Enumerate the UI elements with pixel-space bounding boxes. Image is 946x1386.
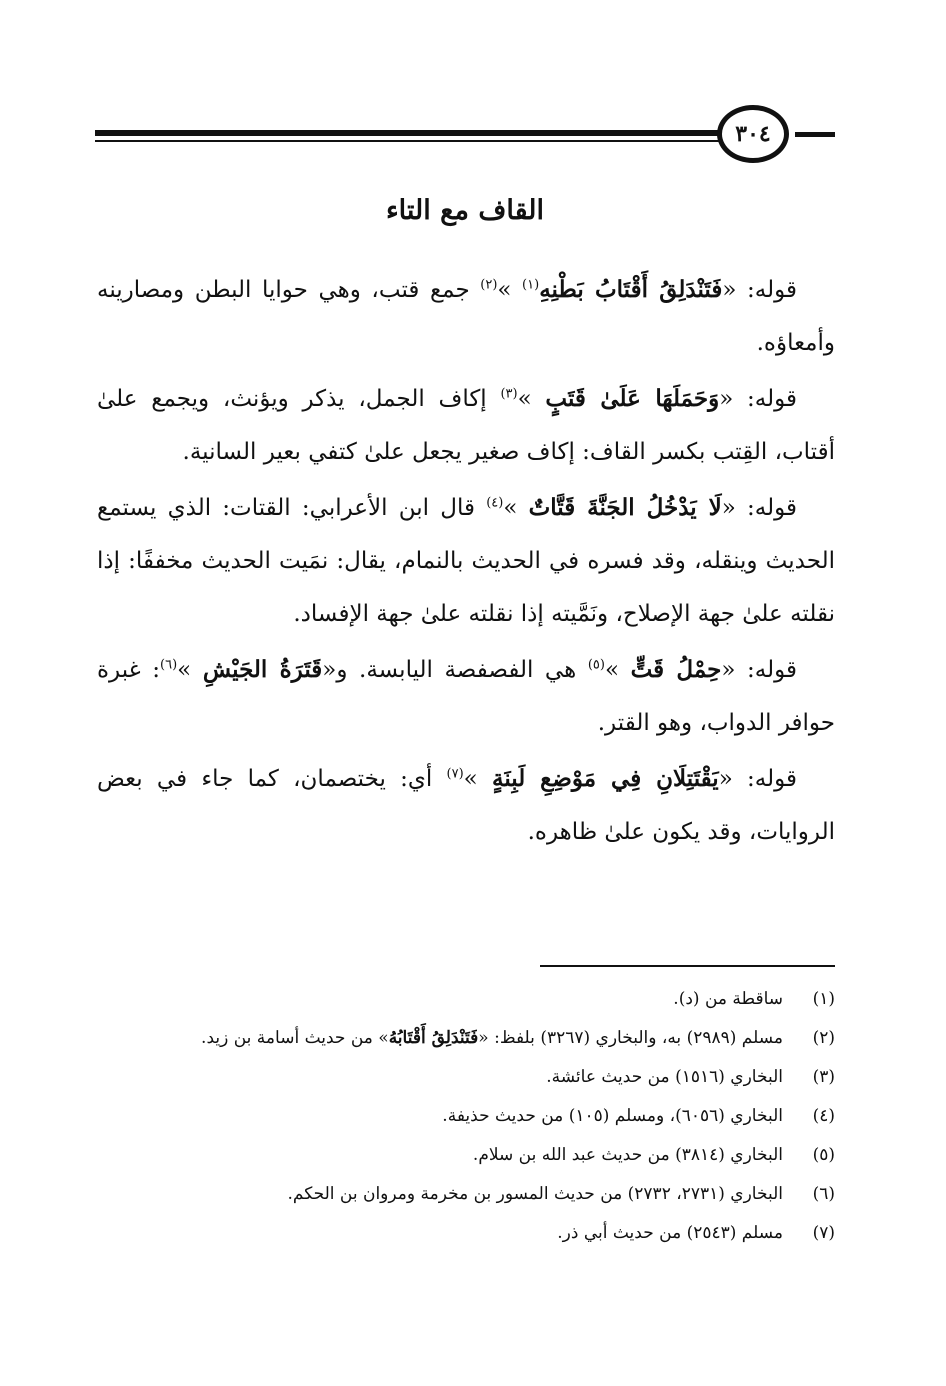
footnote-item: [97, 1216, 835, 1250]
quote-close: »: [177, 657, 203, 683]
headword: حِمْلُ قَتٍّ: [630, 656, 722, 683]
footnote-number: (٦): [812, 1184, 835, 1204]
footnote-text: البخاري (٢٧٣١، ٢٧٣٢) من حديث المسور بن مخرمة ومروان بن الحكم.: [287, 1184, 783, 1204]
footnote-number: (٢): [812, 1028, 835, 1048]
footnote-number: (٣): [812, 1067, 835, 1087]
section-title: القاف مع التاء: [385, 195, 545, 226]
quote-close: »: [604, 657, 631, 683]
footnote-ref: (٤): [486, 495, 504, 511]
footnote-ref: (٢): [480, 277, 498, 293]
footnote-item: [97, 1177, 835, 1211]
footnote-item: [97, 1021, 835, 1055]
footnote-text: البخاري (٦٠٥٦)، ومسلم (١٠٥) من حديث حذيفة.: [442, 1106, 783, 1126]
footnote-number: (٤): [812, 1106, 835, 1126]
paragraph-lead: قوله: «: [718, 766, 797, 792]
footnote-text: [97, 1021, 783, 1055]
footnote-number: (١): [812, 989, 835, 1009]
footnote-item: [97, 982, 835, 1016]
footnote-item: [97, 1138, 835, 1172]
footnote-text: ساقطة من (د).: [673, 989, 783, 1009]
header-rule-thick: [95, 130, 720, 136]
paragraph-4: [97, 643, 835, 750]
header-rule-right: [795, 132, 835, 137]
paragraph-text: هي الفصفصة اليابسة. و«: [322, 657, 588, 683]
paragraph-lead: قوله: «: [722, 277, 797, 303]
paragraph-2: [97, 372, 835, 479]
footnote-item: [97, 1060, 835, 1094]
paragraph-text: جمع قتب، وهي حوايا البطن ومصارينه وأمعاؤه.: [97, 277, 835, 356]
paragraph-text: أي: يختصمان، كما جاء في بعض الروايات، وقد يكون علىٰ ظاهره.: [97, 766, 835, 845]
footnote-text: البخاري (٣٨١٤) من حديث عبد الله بن سلام.: [472, 1145, 783, 1165]
footnote-ref: (١): [522, 277, 540, 293]
footnote-item: [97, 1099, 835, 1133]
footnote-number: (٧): [812, 1223, 835, 1243]
footnote-ref: (٦): [160, 657, 178, 673]
footnotes: [97, 982, 835, 1255]
headword: فَتَنْدَلِقُ أَقْتَابُ بَطْنِهِ: [539, 276, 723, 303]
headword: يَقْتَتِلَانِ فِي مَوْضِعِ لَبِنَةٍ: [491, 765, 719, 792]
headword: وَحَمَلَهَا عَلَىٰ قَتَبٍ: [545, 385, 720, 412]
footnote-ref: (٥): [587, 657, 605, 673]
headword: قَتَرَةُ الجَيْشِ: [202, 656, 323, 683]
header-rule-thin: [95, 140, 720, 142]
paragraph-3: [97, 481, 835, 641]
paragraph-lead: قوله: «: [719, 386, 797, 412]
headword: لَا يَدْخُلُ الجَنَّةَ قَتَّاتٌ: [528, 494, 722, 521]
footnote-text: البخاري (١٥١٦) من حديث عائشة.: [546, 1067, 783, 1087]
page-number-badge: [717, 105, 789, 163]
paragraph-5: [97, 752, 835, 859]
main-text: [97, 263, 835, 861]
paragraph-1: [97, 263, 835, 370]
page-number: ٣٠٤: [735, 121, 771, 147]
footnote-text-part: مسلم (٢٩٨٩) به، والبخاري (٣٢٦٧) بلفظ: «: [478, 1028, 783, 1048]
quote-close: »: [517, 386, 546, 412]
footnote-number: (٥): [812, 1145, 835, 1165]
paragraph-lead: قوله: «: [721, 657, 797, 683]
footnote-text: مسلم (٢٥٤٣) من حديث أبي ذر.: [557, 1223, 783, 1243]
footnote-separator: [540, 965, 835, 967]
footnote-ref: (٣): [500, 386, 518, 402]
page-header: [95, 100, 835, 170]
paragraph-text: : غبرة حوافر الدواب، وهو القتر.: [97, 657, 835, 736]
paragraph-lead: قوله: «: [721, 495, 797, 521]
footnote-headword: فَتَنْدَلِقُ أَقْتَابُهُ: [388, 1028, 479, 1048]
paragraph-text: قال ابن الأعرابي: القتات: الذي يستمع الحديث وينقله، وقد فسره في الحديث بالنمام، يقال: نمَيت الحديث مخففًا: إذا نقلته علىٰ جهة الإصلاح، ونَمَّيته إذا نقلته علىٰ جهة الإفساد.: [97, 495, 835, 627]
footnote-ref: (٧): [446, 766, 464, 782]
quote-close: »: [503, 495, 529, 521]
quote-close: »: [497, 277, 523, 303]
quote-close: »: [463, 766, 492, 792]
paragraph-text: إكاف الجمل، يذكر ويؤنث، ويجمع علىٰ أقتاب، القِتب بكسر القاف: إكاف صغير يجعل علىٰ كتفي بعير السانية.: [97, 386, 835, 465]
footnote-text-part: » من حديث أسامة بن زيد.: [201, 1028, 389, 1048]
